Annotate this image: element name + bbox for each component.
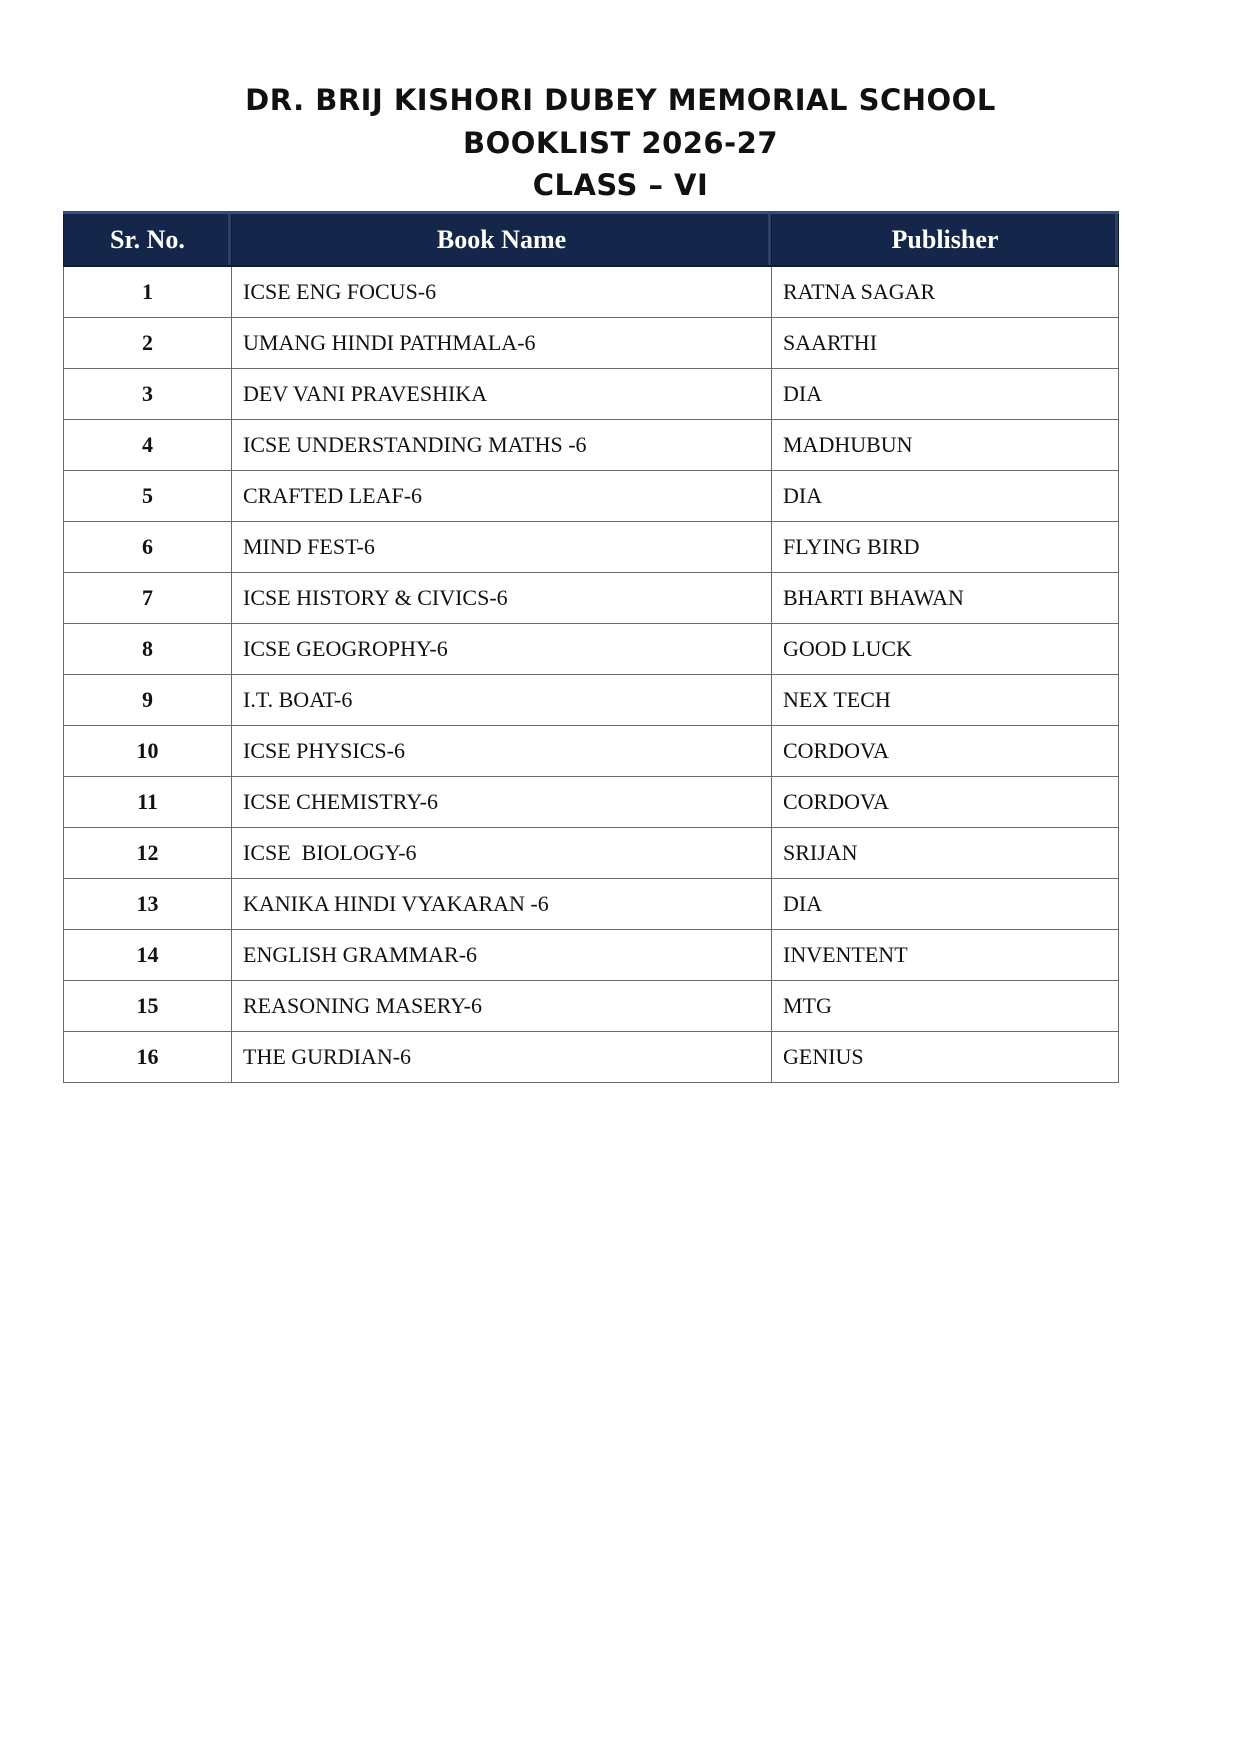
book-name-cell: ICSE ENG FOCUS-6 bbox=[232, 266, 772, 318]
table-row bbox=[64, 266, 1119, 318]
table-row bbox=[64, 930, 1119, 981]
publisher-cell: RATNA SAGAR bbox=[772, 266, 1119, 318]
sr-no-cell: 9 bbox=[64, 675, 232, 726]
publisher-cell: SRIJAN bbox=[772, 828, 1119, 879]
header-row bbox=[64, 213, 1119, 267]
table-row bbox=[64, 369, 1119, 420]
table-row bbox=[64, 318, 1119, 369]
school-name: DR. BRIJ KISHORI DUBEY MEMORIAL SCHOOL bbox=[245, 83, 996, 117]
sr-no-cell: 7 bbox=[64, 573, 232, 624]
publisher-cell: DIA bbox=[772, 471, 1119, 522]
sr-no-cell: 14 bbox=[64, 930, 232, 981]
booklist-title: BOOKLIST 2026-27 bbox=[462, 126, 779, 160]
book-name-cell: REASONING MASERY-6 bbox=[232, 981, 772, 1032]
book-name-cell: THE GURDIAN-6 bbox=[232, 1032, 772, 1083]
booklist-table bbox=[63, 211, 1119, 1083]
table-row bbox=[64, 777, 1119, 828]
table-row bbox=[64, 981, 1119, 1032]
book-name-cell: ICSE GEOGROPHY-6 bbox=[232, 624, 772, 675]
sr-no-cell: 12 bbox=[64, 828, 232, 879]
table-row bbox=[64, 522, 1119, 573]
sr-no-cell: 11 bbox=[64, 777, 232, 828]
publisher-cell: FLYING BIRD bbox=[772, 522, 1119, 573]
publisher-cell: DIA bbox=[772, 879, 1119, 930]
sr-no-cell: 10 bbox=[64, 726, 232, 777]
table-row bbox=[64, 726, 1119, 777]
table-row bbox=[64, 471, 1119, 522]
publisher-cell: CORDOVA bbox=[772, 726, 1119, 777]
book-name-cell: ICSE PHYSICS-6 bbox=[232, 726, 772, 777]
publisher-cell: MTG bbox=[772, 981, 1119, 1032]
book-name-cell: UMANG HINDI PATHMALA-6 bbox=[232, 318, 772, 369]
sr-no-cell: 5 bbox=[64, 471, 232, 522]
book-name-cell: ICSE BIOLOGY-6 bbox=[232, 828, 772, 879]
book-name-cell: ICSE HISTORY & CIVICS-6 bbox=[232, 573, 772, 624]
book-name-cell: MIND FEST-6 bbox=[232, 522, 772, 573]
book-name-cell: KANIKA HINDI VYAKARAN -6 bbox=[232, 879, 772, 930]
book-name-cell: CRAFTED LEAF-6 bbox=[232, 471, 772, 522]
table-row bbox=[64, 624, 1119, 675]
table-row bbox=[64, 828, 1119, 879]
sr-no-cell: 15 bbox=[64, 981, 232, 1032]
table-body bbox=[64, 266, 1119, 1083]
table-row bbox=[64, 420, 1119, 471]
column-header-book-name: Book Name bbox=[232, 213, 772, 267]
sr-no-cell: 8 bbox=[64, 624, 232, 675]
sr-no-cell: 4 bbox=[64, 420, 232, 471]
publisher-cell: SAARTHI bbox=[772, 318, 1119, 369]
class-label: CLASS – VI bbox=[532, 168, 709, 202]
publisher-cell: MADHUBUN bbox=[772, 420, 1119, 471]
publisher-cell: DIA bbox=[772, 369, 1119, 420]
book-name-cell: ICSE CHEMISTRY-6 bbox=[232, 777, 772, 828]
publisher-cell: BHARTI BHAWAN bbox=[772, 573, 1119, 624]
column-header-publisher: Publisher bbox=[772, 213, 1119, 267]
publisher-cell: NEX TECH bbox=[772, 675, 1119, 726]
table-row bbox=[64, 675, 1119, 726]
sr-no-cell: 13 bbox=[64, 879, 232, 930]
sr-no-cell: 1 bbox=[64, 266, 232, 318]
publisher-cell: GENIUS bbox=[772, 1032, 1119, 1083]
publisher-cell: INVENTENT bbox=[772, 930, 1119, 981]
table-header bbox=[64, 213, 1119, 267]
sr-no-cell: 16 bbox=[64, 1032, 232, 1083]
sr-no-cell: 2 bbox=[64, 318, 232, 369]
book-name-cell: ICSE UNDERSTANDING MATHS -6 bbox=[232, 420, 772, 471]
book-name-cell: I.T. BOAT-6 bbox=[232, 675, 772, 726]
table-row bbox=[64, 879, 1119, 930]
table-row bbox=[64, 573, 1119, 624]
sr-no-cell: 3 bbox=[64, 369, 232, 420]
table-row bbox=[64, 1032, 1119, 1083]
column-header-sr-no: Sr. No. bbox=[64, 213, 232, 267]
book-name-cell: DEV VANI PRAVESHIKA bbox=[232, 369, 772, 420]
publisher-cell: GOOD LUCK bbox=[772, 624, 1119, 675]
sr-no-cell: 6 bbox=[64, 522, 232, 573]
book-name-cell: ENGLISH GRAMMAR-6 bbox=[232, 930, 772, 981]
publisher-cell: CORDOVA bbox=[772, 777, 1119, 828]
